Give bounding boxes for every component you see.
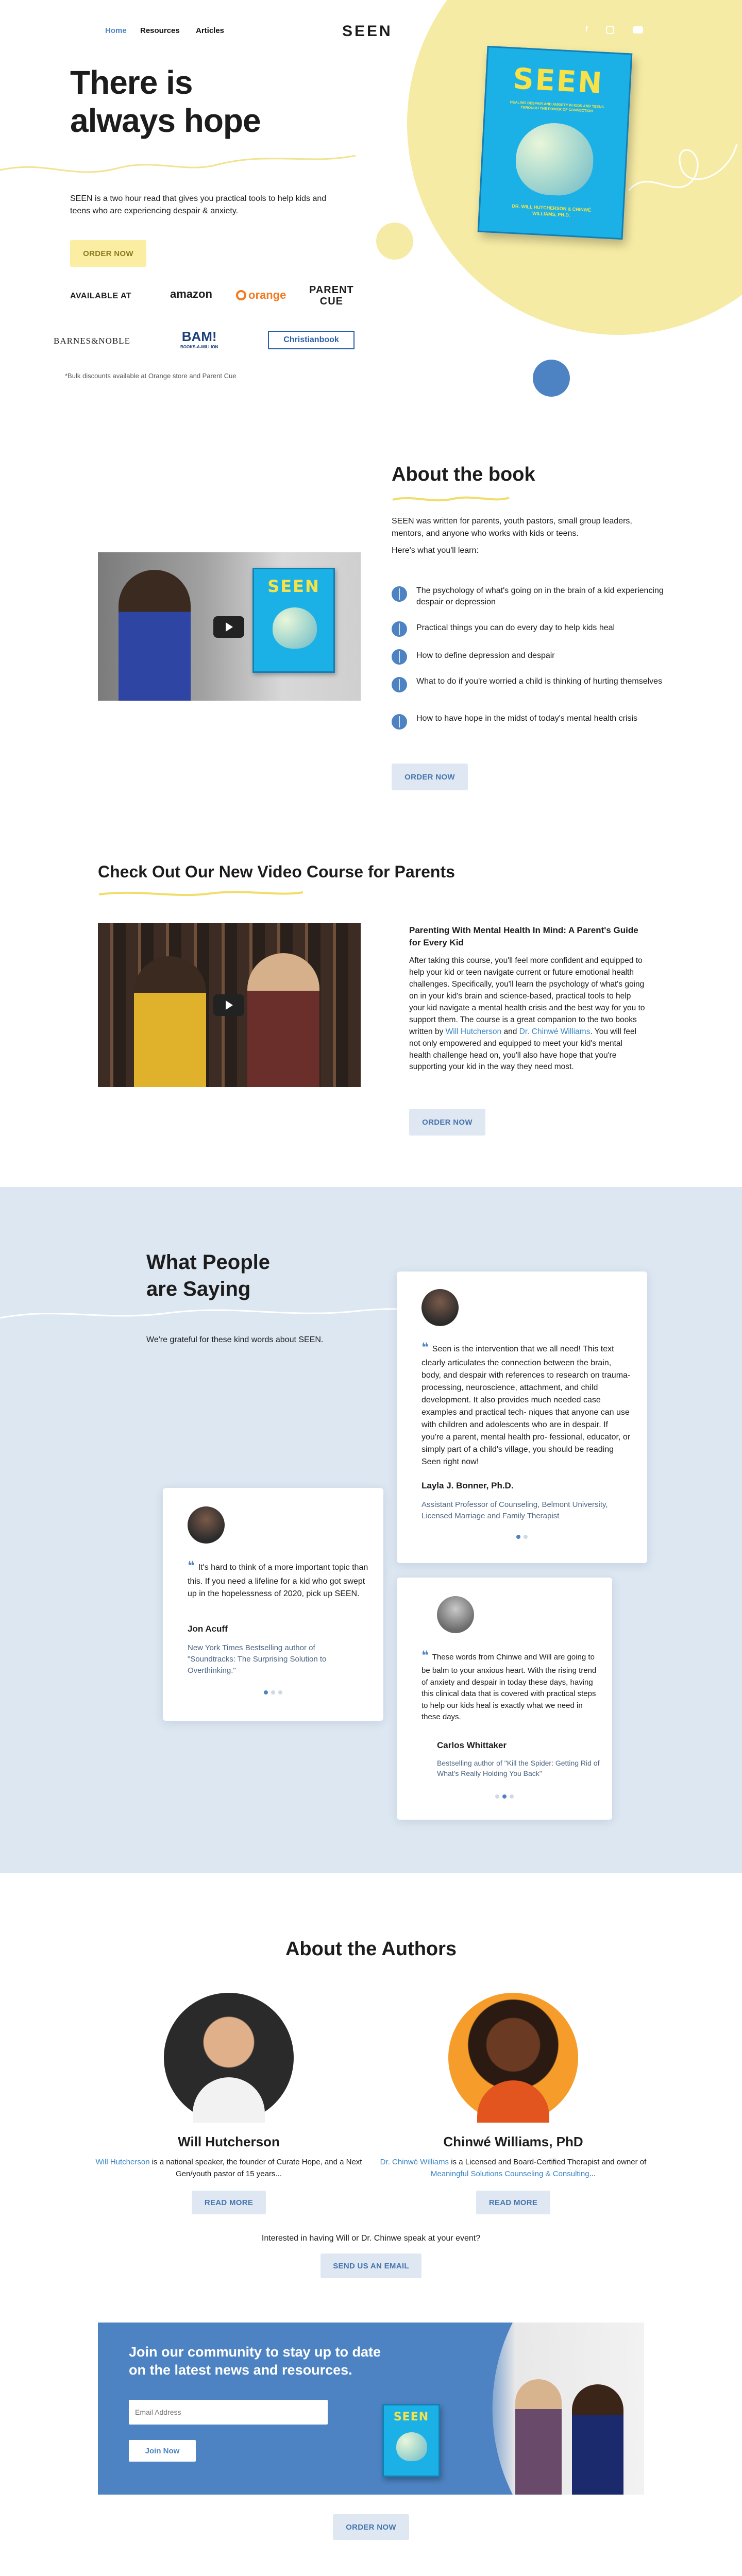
testimonial-name: Jon Acuff [188, 1624, 228, 1634]
newsletter-photo [479, 2323, 644, 2495]
retailer-barnes-noble[interactable]: BARNES&NOBLE [54, 336, 130, 346]
author-name-chinwe: Chinwé Williams, PhD [443, 2134, 583, 2149]
send-email-button[interactable]: SEND US AN EMAIL [321, 2253, 421, 2278]
avatar [188, 1506, 225, 1544]
testimonials-heading: What People are Saying [146, 1251, 271, 1300]
testimonial-role: Assistant Professor of Counseling, Belmont University, Licensed Marriage and Family Therapist [421, 1500, 608, 1520]
read-more-will-button[interactable]: READ MORE [192, 2191, 266, 2214]
course-order-button[interactable]: ORDER NOW [409, 1109, 485, 1136]
decor-blue-dot [533, 360, 570, 397]
hero-desc: SEEN is a two hour read that gives you practical tools to help kids and teens who are experiencing despair & anxiety. [70, 194, 327, 215]
link-meaningful-solutions[interactable]: Meaningful Solutions Counseling & Consulting [430, 2169, 589, 2178]
brain-illustration [514, 121, 595, 197]
learn-intro: Here's what you'll learn: [392, 546, 479, 555]
youtube-icon[interactable] [633, 26, 643, 33]
speak-question: Interested in having Will or Dr. Chinwe speak at your event? [261, 2234, 481, 2243]
play-button-icon[interactable] [213, 994, 244, 1016]
retailer-orange[interactable]: orange [236, 289, 286, 302]
learn-bullet: How to define depression and despair [392, 648, 690, 667]
author-photo-will [164, 1993, 294, 2123]
testimonial-card: ❝ Seen is the intervention that we all need! This text clearly articulates the connection between the brain, body, and despair with references to research on trauma-processing, neuroscience, attachment, and child development. It also provides much needed case examples and practical tech- niques that anyone can use with children and adolescents who are in despair. If you're a parent, mental health pro- fessional, educator, or simply part of a child's village, you should be reading Seen right now! Layla J. Bonner, Ph.D. Assistant Professor of Counseling, Belmont University, Licensed Marriage and Family Therapist [397, 1272, 647, 1563]
learn-bullet: How to have hope in the midst of today's mental health crisis [392, 713, 690, 739]
site-logo[interactable]: SEEN [342, 23, 393, 40]
available-at-label: AVAILABLE AT [70, 292, 132, 300]
orange-logo-icon [236, 290, 246, 300]
facebook-icon[interactable]: f [585, 25, 588, 33]
about-book-desc: SEEN was written for parents, youth pastors, small group leaders, mentors, and anyone who works with kids or teens. [392, 517, 632, 538]
brain-icon [392, 586, 407, 602]
link-will-bio[interactable]: Will Hutcherson [95, 2158, 150, 2166]
brain-icon [392, 649, 407, 665]
presenter-woman [134, 956, 206, 1087]
testimonials-intro: We're grateful for these kind words about SEEN. [146, 1335, 324, 1344]
avatar [421, 1289, 459, 1326]
testimonial-name: Layla J. Bonner, Ph.D. [421, 1481, 514, 1490]
learn-bullet: Practical things you can do every day to help kids heal [392, 620, 690, 639]
link-chinwe[interactable]: Dr. Chinwé Williams [519, 1027, 591, 1036]
video-book-prop: SEEN [252, 568, 335, 673]
authors-heading: About the Authors [285, 1938, 457, 1960]
photo-man [515, 2379, 562, 2495]
about-order-button[interactable]: ORDER NOW [392, 764, 468, 790]
brain-icon [392, 621, 407, 637]
course-heading: Check Out Our New Video Course for Parents [98, 862, 455, 881]
testimonial-role: New York Times Bestselling author of "Soundtracks: The Surprising Solution to Overthinking." [188, 1643, 327, 1675]
testimonial-card: ❝ It's hard to think of a more important topic than this. If you need a lifeline for a kid who got swept up in the hopelessness of 2020, pick up SEEN. Jon Acuff New York Times Bestselling author of "Soundtracks: The Surprising Solution to Overthinking." [163, 1488, 383, 1721]
bulk-note: *Bulk discounts available at Orange store and Parent Cue [65, 372, 237, 380]
decor-hero-wave [0, 149, 361, 180]
newsletter-order-button[interactable]: ORDER NOW [333, 2514, 409, 2540]
newsletter-heading: Join our community to stay up to date on the latest news and resources. [129, 2344, 381, 2378]
header-social [585, 25, 647, 35]
nav-resources[interactable]: Resources [140, 26, 180, 35]
course-title: Parenting With Mental Health In Mind: A Parent's Guide for Every Kid [409, 925, 638, 947]
photo-woman [572, 2384, 623, 2495]
email-field[interactable] [129, 2400, 328, 2425]
retailer-parent-cue[interactable]: PARENT CUE [309, 284, 354, 307]
brain-icon [392, 714, 407, 730]
retailer-bam[interactable]: BAM! BOOKS-A-MILLION [180, 329, 218, 349]
testimonial-name: Carlos Whittaker [437, 1740, 507, 1750]
author-bio-will: Will Hutcherson is a national speaker, the founder of Curate Hope, and a Next Gen/youth pastor of 15 years... [95, 2158, 362, 2178]
hero-title: There is always hope [70, 64, 261, 139]
retailer-christianbook[interactable]: Christianbook [268, 331, 355, 349]
join-now-button[interactable]: Join Now [129, 2440, 196, 2462]
testimonial-role: Bestselling author of "Kill the Spider: Getting Rid of What's Really Holding You Back" [437, 1759, 600, 1778]
newsletter-book: SEEN [382, 2404, 440, 2477]
about-video-thumbnail[interactable] [98, 552, 361, 701]
retailer-amazon[interactable]: amazon [170, 287, 212, 300]
hero-order-button[interactable]: ORDER NOW [70, 240, 146, 267]
testimonial-card: ❝ These words from Chinwe and Will are going to be balm to your anxious heart. With the rising trend of anxiety and despair in today these days, having this clinical data that is covered with practical steps to help our kids heal is exactly what we need in these days. Carlos Whittaker Bestselling author of "Kill the Spider: Getting Rid of What's Really Holding You Back" [397, 1578, 612, 1820]
author-photo-chinwe [448, 1993, 578, 2123]
read-more-chinwe-button[interactable]: READ MORE [476, 2191, 550, 2214]
decor-scribble-hero [618, 82, 742, 216]
link-chinwe-bio[interactable]: Dr. Chinwé Williams [380, 2158, 449, 2166]
carousel-dots[interactable] [397, 1792, 612, 1801]
about-book-heading: About the book [392, 464, 535, 485]
instagram-icon[interactable] [606, 26, 614, 34]
nav-articles[interactable]: Articles [196, 26, 225, 35]
decor-testimonials-wave [0, 1303, 423, 1324]
author-bio-chinwe: Dr. Chinwé Williams is a Licensed and Board-Certified Therapist and owner of Meaningful Solutions Counseling & Consulting... [380, 2158, 647, 2178]
decor-heading-underline [392, 494, 510, 505]
learn-bullet: The psychology of what's going on in the brain of a kid experiencing despair or depression [392, 585, 690, 611]
course-desc: After taking this course, you'll feel more confident and equipped to help your kid or teen navigate current or future emotional health challenges. Specifically, you'll learn the psychology of what's going on in your kid's brain and science-based, practical tools to help your kid navigate a mental health crisis and the best way for you to support them. The course is a great companion to the two books written by Will Hutcherson and Dr. Chinwé Williams. You will feel not only empowered and equipped to meet your kid's mental health challenge head on, you'll also have hope that you're supporting your kid in the way they need most. [409, 956, 645, 1072]
avatar [437, 1596, 474, 1633]
decor-yellow-dot [376, 223, 413, 260]
carousel-dots[interactable] [397, 1532, 647, 1541]
link-will[interactable]: Will Hutcherson [445, 1027, 502, 1036]
course-video-thumbnail[interactable] [98, 923, 361, 1087]
learn-bullet: What to do if you're worried a child is thinking of hurting themselves [392, 676, 690, 702]
presenter-figure [119, 570, 191, 701]
brain-icon [392, 677, 407, 692]
hero-book-cover: SEEN HEALING DESPAIR AND ANXIETY IN KIDS AND TEENS THROUGH THE POWER OF CONNECTION DR. WILL HUTCHERSON & CHINWÉ WILLIAMS, PH.D. [478, 46, 633, 240]
author-name-will: Will Hutcherson [178, 2134, 280, 2149]
decor-course-underline [98, 888, 304, 900]
carousel-dots[interactable] [163, 1688, 383, 1697]
nav-home[interactable]: Home [105, 26, 127, 35]
play-button-icon[interactable] [213, 616, 244, 638]
presenter-man [247, 953, 319, 1087]
